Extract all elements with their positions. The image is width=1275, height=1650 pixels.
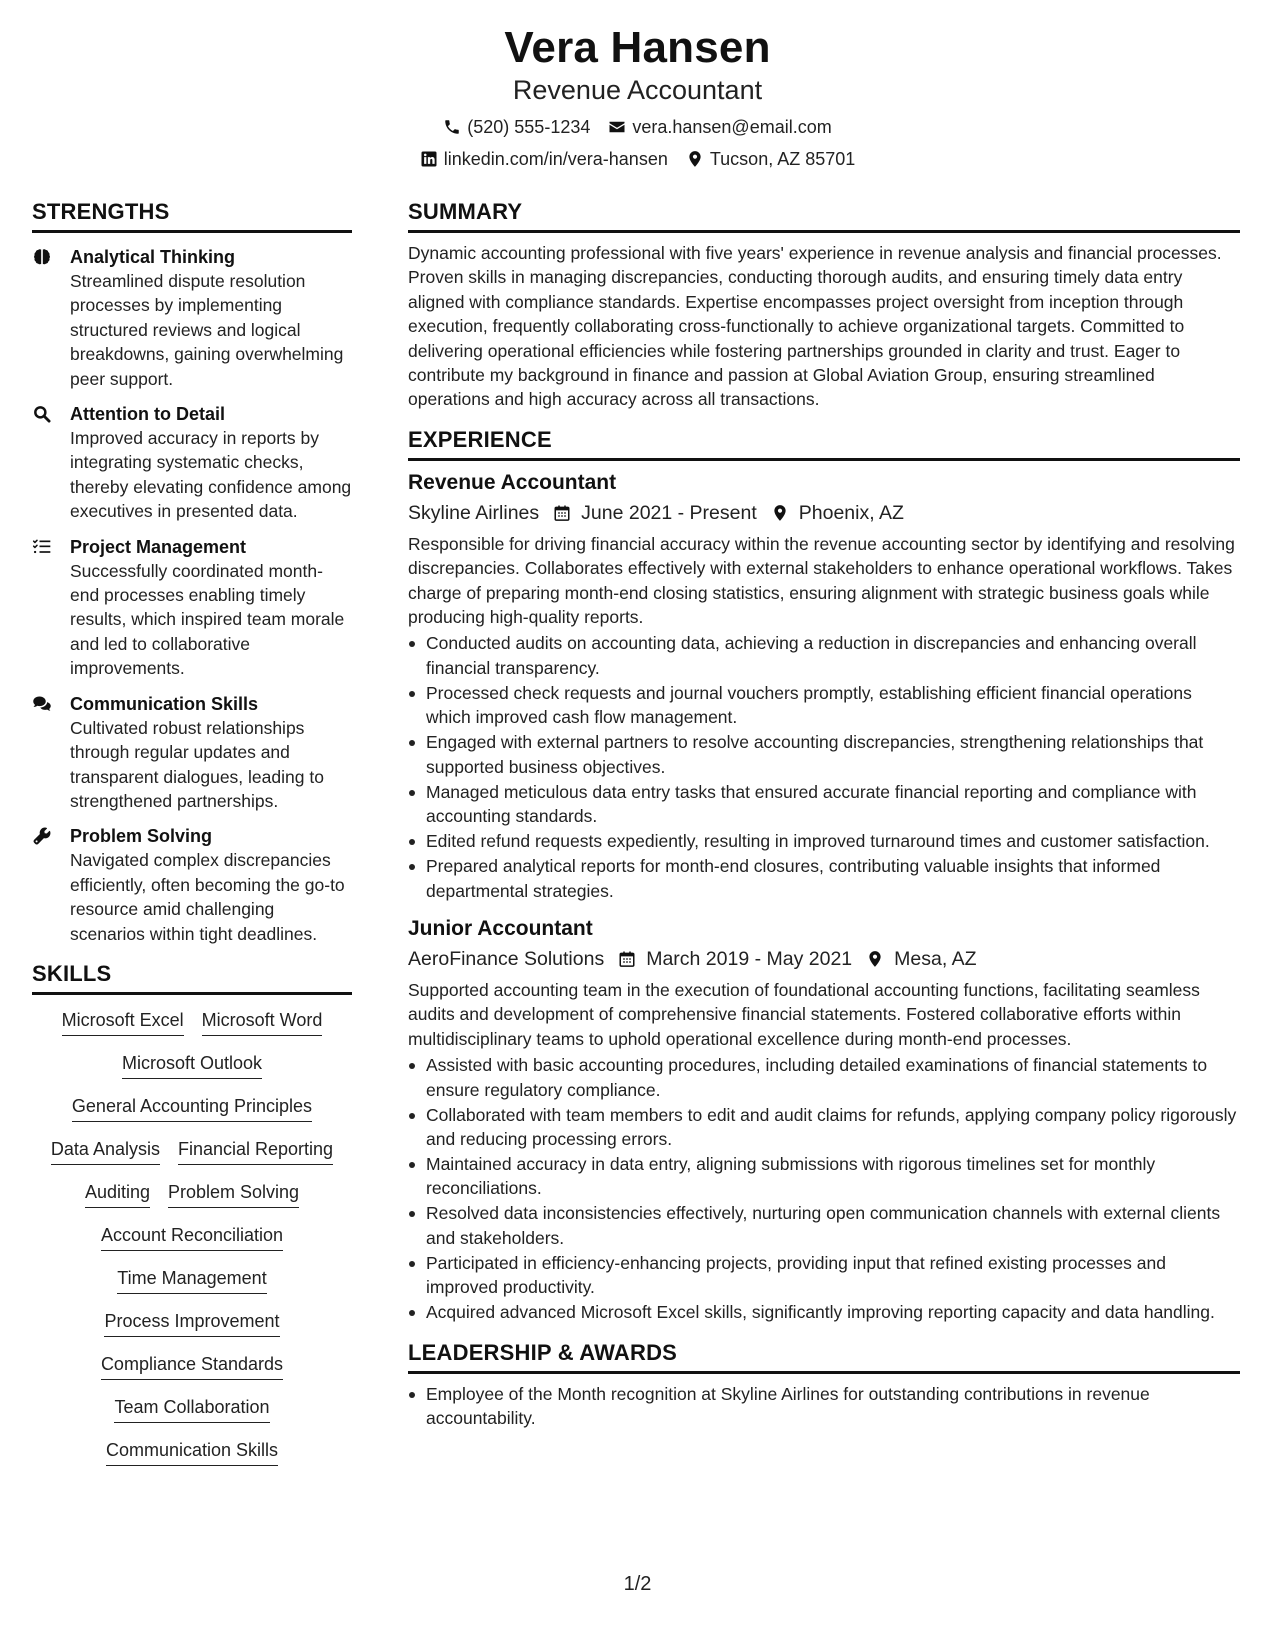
bullet-item: Resolved data inconsistencies effectively, nurturing open communication channels with external clients and stakeholders.	[408, 1201, 1240, 1250]
envelope-icon	[608, 118, 626, 136]
skills-section	[32, 960, 352, 1466]
job-meta	[408, 500, 1240, 526]
summary-text: Dynamic accounting professional with five years' experience in revenue analysis and financial processes. Proven skills in managing discrepancies, conducting thorough audits, and ensuring timely data entry aligned with compliance standards. Expertise encompasses project oversight from inception through execution, frequently collaborating cross-functionally to achieve organizational targets. Committed to delivering operational efficiencies while fostering partnerships grounded in clarity and trust. Eager to contribute my background in finance and passion at Global Aviation Group, ensuring streamlined operations and high accuracy across all transactions.	[408, 243, 1222, 410]
skill-tag: Time Management	[117, 1267, 266, 1294]
job-company	[408, 500, 539, 526]
job-entry	[408, 469, 1240, 903]
strength-desc: Cultivated robust relationships through regular updates and transparent dialogues, leading to strengthened partnerships.	[70, 717, 324, 811]
bullet-item: Assisted with basic accounting procedures, including detailed examinations of financial statements to ensure regulatory compliance.	[408, 1053, 1240, 1102]
candidate-title: Revenue Accountant	[512, 75, 763, 105]
strength-desc: Streamlined dispute resolution processes by implementing structured reviews and logical breakdowns, gaining overwhelming peer support.	[70, 271, 344, 389]
phone-text: (520) 555-1234	[467, 117, 591, 137]
job-entry	[408, 915, 1240, 1325]
strength-desc: Improved accuracy in reports by integrating systematic checks, thereby elevating confidence among executives in presented data.	[70, 428, 352, 522]
linkedin-text: linkedin.com/in/vera-hansen	[443, 149, 668, 169]
job-company	[408, 946, 604, 972]
job-title: Revenue Accountant	[408, 470, 617, 494]
job-location	[866, 946, 976, 972]
map-pin-icon	[771, 504, 789, 522]
calendar-icon	[553, 504, 571, 522]
job-bullets	[408, 631, 1240, 902]
skill-tag: Microsoft Outlook	[122, 1052, 262, 1079]
bullet-item: Maintained accuracy in data entry, aligning submissions with rigorous timelines set for monthly reconciliations.	[408, 1152, 1240, 1201]
email-contact[interactable]	[608, 116, 831, 138]
strength-name: Problem Solving	[70, 826, 213, 847]
map-pin-icon	[866, 950, 884, 968]
bullet-item: Processed check requests and journal vouchers promptly, establishing efficient financial operations which improved cash flow management.	[408, 681, 1240, 730]
strength-desc: Successfully coordinated month-end processes enabling timely results, which inspired team morale and led to collaborative improvements.	[70, 560, 345, 679]
experience-section	[408, 426, 1240, 1325]
bullet-item: Edited refund requests expediently, resulting in improved turnaround times and customer satisfaction.	[408, 829, 1240, 853]
skill-tag: Microsoft Word	[202, 1009, 323, 1036]
strength-name: Project Management	[70, 536, 247, 557]
experience-heading: EXPERIENCE	[408, 426, 1240, 461]
strength-name: Analytical Thinking	[70, 247, 236, 267]
leadership-section	[408, 1339, 1240, 1431]
strength-item	[32, 245, 352, 391]
skill-tag: Team Collaboration	[114, 1396, 269, 1423]
skill-tag: Data Analysis	[51, 1138, 160, 1165]
bullet-item: Collaborated with team members to edit and audit claims for refunds, applying company policy rigorously and reducing processing errors.	[408, 1103, 1240, 1152]
bullet-item: Participated in efficiency-enhancing projects, providing input that refined existing processes and improved productivity.	[408, 1251, 1240, 1300]
strength-item	[32, 692, 352, 814]
strength-item	[32, 535, 352, 681]
skill-tag: Communication Skills	[106, 1439, 278, 1466]
wrench-icon	[32, 826, 52, 846]
task-list-icon	[32, 537, 52, 557]
bullet-item: Employee of the Month recognition at Skyline Airlines for outstanding contributions in revenue accountability.	[408, 1382, 1240, 1431]
skill-tag: Process Improvement	[104, 1310, 279, 1337]
skill-tag: Compliance Standards	[101, 1353, 283, 1380]
job-dates	[553, 500, 757, 526]
candidate-name: Vera Hansen	[504, 23, 771, 72]
left-column	[32, 198, 352, 1466]
skill-tag: Auditing	[85, 1181, 150, 1208]
summary-heading: SUMMARY	[408, 198, 1240, 233]
skills-list	[32, 1009, 352, 1466]
location-contact	[686, 148, 855, 170]
bullet-item: Acquired advanced Microsoft Excel skills, significantly improving reporting capacity and data handling.	[408, 1300, 1240, 1324]
skills-heading: SKILLS	[32, 960, 352, 995]
strength-name: Communication Skills	[70, 693, 259, 714]
brain-icon	[32, 247, 52, 267]
strengths-heading: STRENGTHS	[32, 198, 352, 233]
phone-icon	[443, 118, 461, 136]
job-location	[771, 500, 904, 526]
skill-tag: General Accounting Principles	[72, 1095, 312, 1122]
chat-bubbles-icon	[32, 694, 52, 714]
bullet-item: Conducted audits on accounting data, achieving a reduction in discrepancies and enhancing overall financial transparency.	[408, 631, 1240, 680]
job-title: Junior Accountant	[408, 916, 593, 940]
contact-line-2	[0, 148, 1275, 170]
strength-desc: Navigated complex discrepancies efficiently, often becoming the go-to resource amid challenging scenarios within tight deadlines.	[70, 850, 345, 944]
job-description: Supported accounting team in the execution of foundational accounting functions, facilitating seamless audits and development of comprehensive financial statements. Fostered collaborative efforts within multidisciplinary teams to uphold operational excellence during month-end processes.	[408, 979, 1200, 1049]
resume-header	[0, 22, 1275, 170]
company-name: AeroFinance Solutions	[408, 947, 605, 970]
bullet-item: Prepared analytical reports for month-end closures, contributing valuable insights that informed departmental strategies.	[408, 854, 1240, 903]
job-dates	[618, 946, 852, 972]
strength-name: Attention to Detail	[70, 404, 225, 425]
page-number: 1/2	[623, 1573, 652, 1595]
strengths-list	[32, 245, 352, 946]
job-description: Responsible for driving financial accuracy within the revenue accounting sector by identifying and resolving discrepancies. Collaborates effectively with external stakeholders to enhance operational workflows. Takes charge of preparing month-end closing statistics, ensuring alignment with strategic business goals while producing high-quality reports.	[408, 533, 1235, 628]
right-column	[408, 198, 1240, 1431]
contact-line-1	[0, 116, 1275, 138]
bullet-item: Engaged with external partners to resolve accounting discrepancies, strengthening relationships that supported business objectives.	[408, 730, 1240, 779]
strength-item	[32, 402, 352, 524]
job-meta	[408, 946, 1240, 972]
calendar-icon	[618, 950, 636, 968]
job-date-range: June 2021 - Present	[581, 501, 757, 524]
linkedin-icon	[420, 150, 438, 168]
leadership-bullets	[408, 1382, 1240, 1431]
skill-tag: Problem Solving	[168, 1181, 299, 1208]
leadership-heading: LEADERSHIP & AWARDS	[408, 1339, 1240, 1374]
strength-item	[32, 824, 352, 946]
map-pin-icon	[686, 150, 704, 168]
job-location-text: Mesa, AZ	[894, 947, 977, 970]
skill-tag: Account Reconciliation	[101, 1224, 283, 1251]
linkedin-contact[interactable]	[420, 148, 668, 170]
phone-contact	[443, 116, 590, 138]
job-bullets	[408, 1053, 1240, 1324]
company-name: Skyline Airlines	[408, 501, 540, 524]
search-icon	[32, 404, 52, 424]
job-date-range: March 2019 - May 2021	[646, 947, 853, 970]
skill-tag: Financial Reporting	[178, 1138, 333, 1165]
bullet-item: Managed meticulous data entry tasks that ensured accurate financial reporting and compliance with accounting standards.	[408, 780, 1240, 829]
location-text: Tucson, AZ 85701	[709, 149, 856, 169]
job-location-text: Phoenix, AZ	[798, 501, 904, 524]
email-text: vera.hansen@email.com	[632, 117, 832, 137]
skill-tag: Microsoft Excel	[62, 1009, 184, 1036]
